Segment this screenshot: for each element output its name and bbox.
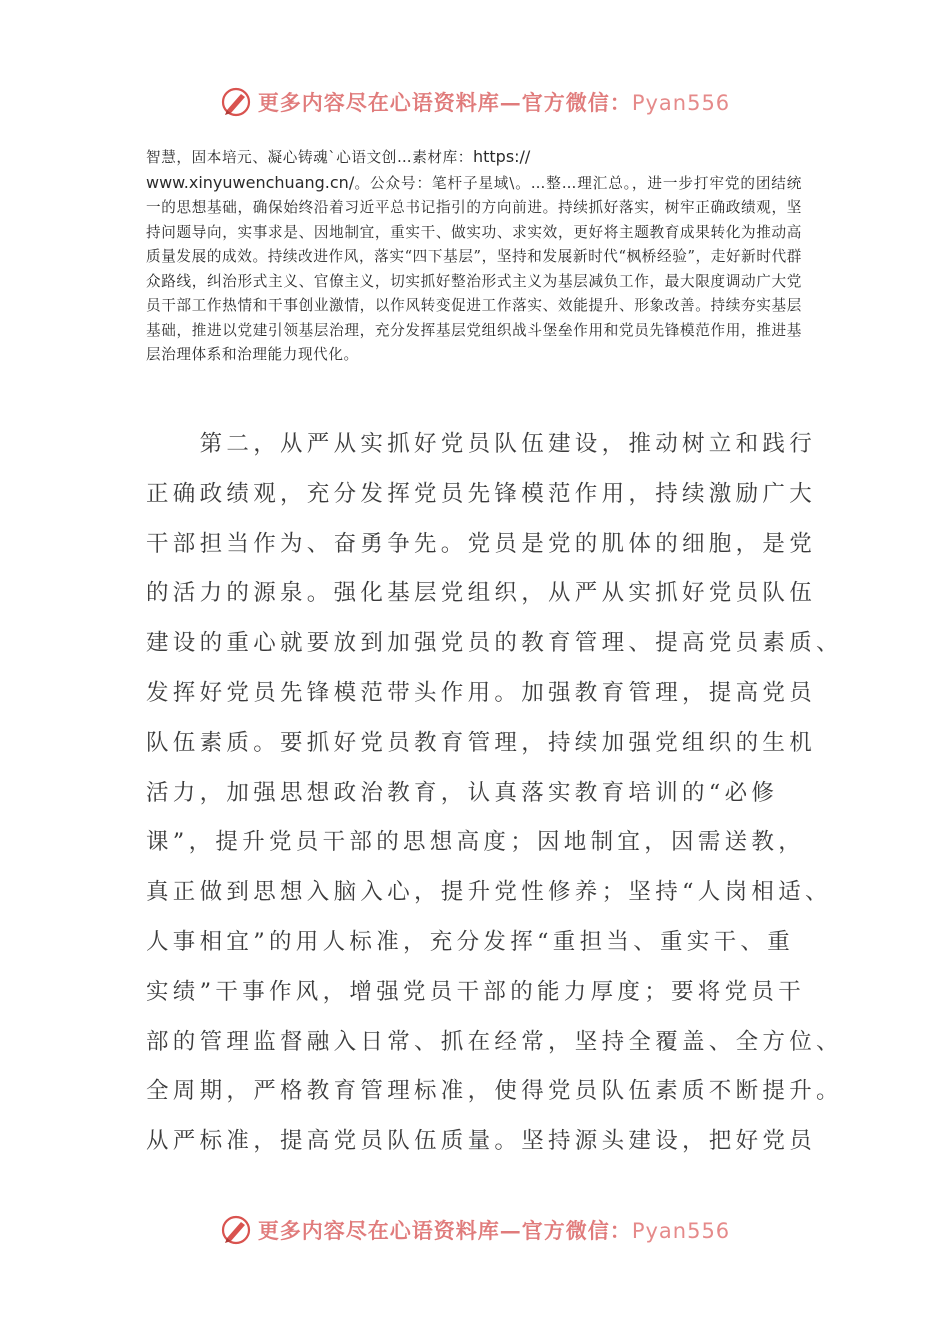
intro-url-prefix: https:// [472,147,531,166]
intro-line-1: 智慧，固本培元、凝心铸魂`心语文创…素材库： [146,149,473,166]
wechat-id: Pyan556 [631,1219,731,1243]
body-line: 正确政绩观，充分发挥党员先锋模范作用，持续激励广大 [146,480,817,507]
pen-circle-icon [220,86,252,118]
body-line: 人事相宜”的用人标准，充分发挥“重担当、重实干、重 [146,928,795,955]
body-line: 课”，提升党员干部的思想高度；因地制宜，因需送教， [146,829,806,856]
footer-banner [0,1210,950,1250]
body-line: 部的管理监督融入日常、抓在经常，坚持全覆盖、全方位、 [146,1028,843,1055]
main-body [146,420,843,1167]
header-banner [0,82,950,122]
banner-text: 更多内容尽在心语资料库—官方微信：Pyan556 [257,1218,731,1243]
body-line: 干部担当作为、奋勇争先。党员是党的肌体的细胞，是党 [146,530,817,557]
intro-url: www.xinyuwenchuang.cn/ [146,172,355,192]
body-line: 的活力的源泉。强化基层党组织，从严从实抓好党员队伍 [146,580,817,607]
intro-paragraph [146,145,802,368]
wechat-id: Pyan556 [631,91,731,115]
body-line: 从严标准，提高党员队伍质量。坚持源头建设，把好党员 [146,1128,817,1155]
body-line: 真正做到思想入脑入心，提升党性修养；坚持“人岗相适、 [146,879,832,906]
pen-circle-icon [220,1214,252,1246]
body-line: 第二，从严从实抓好党员队伍建设，推动树立和践行 [146,431,817,457]
body-line: 实绩”干事作风，增强党员干部的能力厚度；要将党员干 [146,978,806,1005]
body-line: 活力，加强思想政治教育，认真落实教育培训的“必修 [146,779,779,806]
body-line: 全周期，严格教育管理标准，使得党员队伍素质不断提升。 [146,1078,843,1105]
banner-text: 更多内容尽在心语资料库—官方微信：Pyan556 [257,90,731,115]
body-line: 建设的重心就要放到加强党员的教育管理、提高党员素质、 [146,630,843,657]
body-line: 队伍素质。要抓好党员教育管理，持续加强党组织的生机 [146,729,817,756]
body-line: 发挥好党员先锋模范带头作用。加强教育管理，提高党员 [146,679,817,706]
intro-body: 。公众号：笔杆子星域\。…整…理汇总。，进一步打牢党的团结统一的思想基础，确保始终沿着习近平总书记指引的方向前进。持续抓好落实，树牢正确政绩观，坚持问题导向，实事求是、因地制宜，重实干、做实功、求实效，更好将主题教育成果转化为推动高质量发展的成效。持续改进作风，落实“四下基层”，坚持和发展新时代“枫桥经验”，走好新时代群众路线，纠治形式主义、官僚主义，切实抓好整治形式主义为基层减负工作，最大限度调动广大党员干部工作热情和干事创业激情，以作风转变促进工作落实、效能提升、形象改善。持续夯实基层基础，推进以党建引领基层治理，充分发挥基层党组织战斗堡垒作用和党员先锋模范作用，推进基层治理体系和治理能力现代化。 [146,174,802,363]
